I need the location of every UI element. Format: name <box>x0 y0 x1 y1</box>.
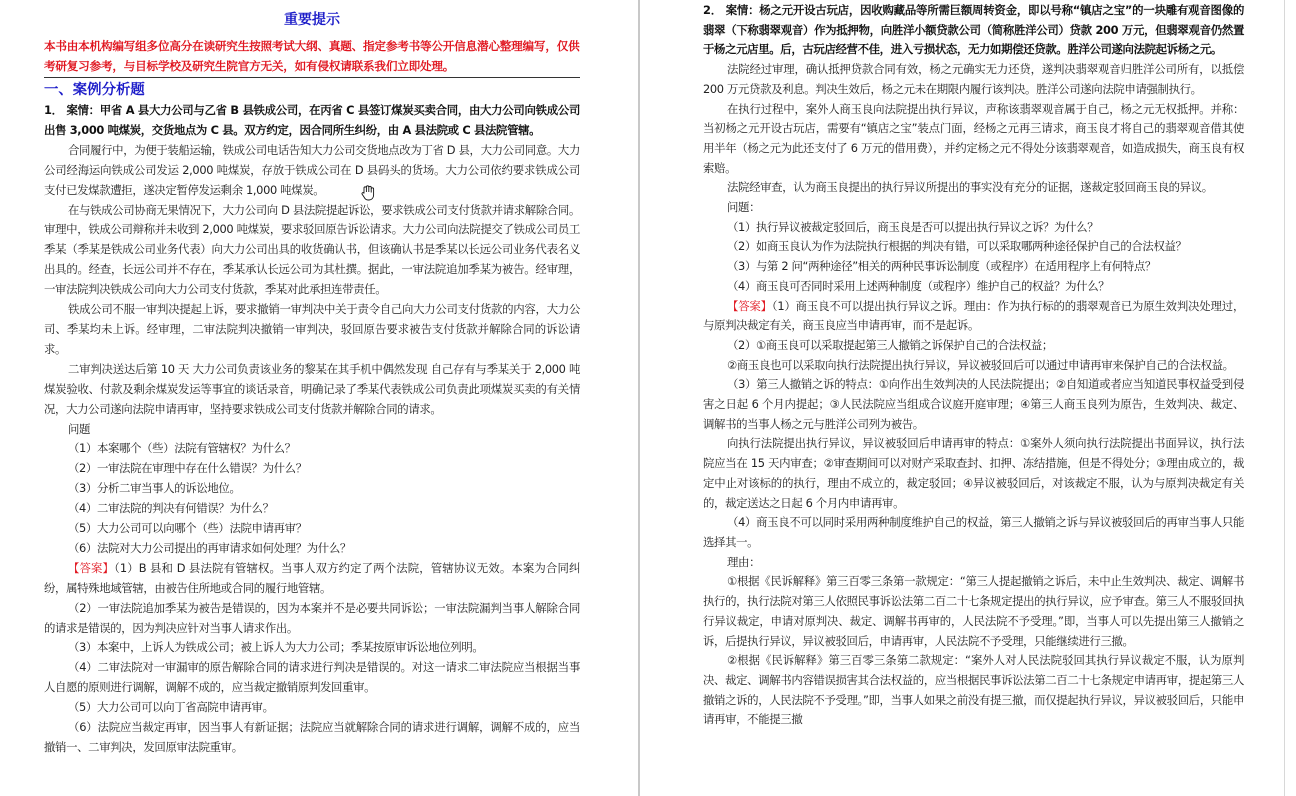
answer-item: （2）一审法院追加季某为被告是错误的，因为本案并不是必要共同诉讼；一审法院漏判当事人解除合同的请求是错误的，因为判决应针对当事人请求作出。 <box>44 600 580 635</box>
question-item: （4）商玉良可否同时采用上述两种制度（或程序）维护自己的权益？为什么？ <box>727 278 1110 293</box>
question-item: （5）大力公司可以向哪个（些）法院申请再审？ <box>68 521 307 536</box>
answer-item: （5）大力公司可以向丁省高院申请再审。 <box>68 700 274 715</box>
question-item: （3）分析二审当事人的诉讼地位。 <box>68 481 241 496</box>
answer-text: （1）B 县和 D 县法院有管辖权。当事人双方约定了两个法院，管辖协议无效。本案为合同纠纷，属特殊地域管辖，由被告住所地或合同的履行地管辖。 <box>44 560 580 595</box>
case-2-heading: 2． 案情：杨之元开设古玩店，因收购藏品等所需巨额周转资金，即以号称“镇店之宝”的一块雕有观音图像的翡翠（下称翡翠观音）作为抵押物，向胜洋小额贷款公司（简称胜洋公司）贷款 200 万元，但翡翠观音仍然置于杨之元店里。后，古玩店经营不佳，进入亏损状态，无力如期偿还贷款。胜洋公司遂向法院起诉杨之元。 <box>703 3 1244 57</box>
case-paragraph: 在执行过程中，案外人商玉良向法院提出执行异议，声称该翡翠观音属于自己，杨之元无权抵押。并称：当初杨之元开设古玩店，需要有“镇店之宝”装点门面，经杨之元再三请求，商玉良才将自己的翡翠观音借其使用半年（杨之元为此还支付了 6 万元的借用费），并约定杨之元不得处分该翡翠观音，如造成损失，商玉良有权索赔。 <box>703 101 1244 175</box>
answer-item: （4）商玉良不可以同时采用两种制度维护自己的权益，第三人撤销之诉与异议被驳回后的再审当事人只能选择其一。 <box>703 515 1244 549</box>
answer-item: ①根据《民诉解释》第三百零三条第一款规定：“第三人提起撤销之诉后，未中止生效判决、裁定、调解书执行的，执行法院对第三人依照民事诉讼法第二百二十七条规定提出的执行异议，应予审查。第三人不服驳回执行异议裁定，申请对原判决、裁定、调解书再审的，人民法院不予受理。”即，当事人可以先提出第三人撤销之诉，后提执行异议，异议被驳回后，申请再审，人民法院不予受理，只能继续进行三撤。 <box>703 574 1244 648</box>
answer-item: （6）法院应当裁定再审，因当事人有新证据；法院应当就解除合同的请求进行调解，调解不成的，应当撤销一、二审判决，发回原审法院重审。 <box>44 720 580 754</box>
question-item: （4）二审法院的判决有何错误？为什么？ <box>68 501 274 516</box>
case-paragraph: 合同履行中，为便于装船运输，铁成公司电话告知大力公司交货地点改为丁省 D 县，大力公司同意。大力公司经海运向铁成公司发运 2,000 吨煤炭，存放于铁成公司在 D 县码头的货场。大力公司依约要求铁成公司支付已发煤款遭拒，遂决定暂停发运剩余 1,000 吨煤炭。 <box>44 142 580 197</box>
case-paragraph: 法院经过审理，确认抵押贷款合同有效，杨之元确实无力还贷，遂判决翡翠观音归胜洋公司所有，以抵偿 200 万元贷款及利息。判决生效后，杨之元未在期限内履行该判决。胜洋公司遂向法院申请强制执行。 <box>703 62 1244 96</box>
questions-label: 问题： <box>727 200 761 215</box>
answer-tag: 【答案】 <box>68 560 115 575</box>
question-item: （3）与第 2 问“两种途径”相关的两种民事诉讼制度（或程序）在适用程序上有何特点？ <box>727 259 1156 274</box>
page-edge <box>1284 0 1285 796</box>
right-page-content <box>703 0 1244 730</box>
answer-first <box>44 559 580 599</box>
answer-item: 向执行法院提出执行异议，异议被驳回后申请再审的特点：①案外人须向执行法院提出书面异议，执行法院应当在 15 天内审查；②审查期间可以对财产采取查封、扣押、冻结措施，但是不得处分；③理由成立的，裁定中止对该标的的执行，理由不成立的，裁定驳回；④异议被驳回后，对该裁定不服，认为与原判决裁定有关的，裁定送达之日起 6 个月内申请再审。 <box>703 436 1244 510</box>
case-paragraph: 铁成公司不服一审判决提起上诉，要求撤销一审判决中关于责令自己向大力公司支付货款的内容，大力公司、季某均未上诉。经审理，二审法院判决撤销一审判决，驳回原告要求被告支付货款并解除合同的诉讼请求。 <box>44 302 580 356</box>
answer-item: 理由： <box>727 554 761 569</box>
questions-label: 问题 <box>68 421 91 436</box>
answer-tag: 【答案】 <box>727 298 772 313</box>
section-title: 一、案例分析题 <box>44 82 145 98</box>
answer-item: ②根据《民诉解释》第三百零三条第二款规定：“案外人对人民法院驳回其执行异议裁定不服，认为原判决、裁定、调解书内容错误损害其合法权益的，应当根据民事诉讼法第二百二十七条规定申请再审，提起第三人撤销之诉的，人民法院不予受理。”即，当事人如果之前没有提三撤，而仅提起执行异议，异议被驳回后，只能申请再审，不能提三撤 <box>703 653 1244 727</box>
answer-item: （3）本案中，上诉人为铁成公司；被上诉人为大力公司；季某按原审诉讼地位列明。 <box>68 640 484 655</box>
left-page-content <box>44 0 580 758</box>
page-title: 重要提示 <box>284 12 340 28</box>
case-paragraph: 法院经审查，认为商玉良提出的执行异议所提出的事实没有充分的证据，遂裁定驳回商玉良的异议。 <box>727 180 1213 195</box>
copyright-notice: 本书由本机构编写组多位高分在读研究生按照考试大纲、真题、指定参考书等公开信息潜心整理编写，仅供考研复习参考，与目标学校及研究生院官方无关，如有侵权请联系我们立即处理。 <box>44 39 580 73</box>
question-item: （2）一审法院在审理中存在什么错误？为什么？ <box>68 461 307 476</box>
question-item: （1）执行异议被裁定驳回后，商玉良是否可以提出执行异议之诉？为什么？ <box>727 219 1099 234</box>
case-paragraph: 二审判决送达后第 10 天 大力公司负责该业务的黎某在其手机中偶然发现 自己存有与季某关于 2,000 吨煤炭验收、付款及剩余煤炭发运等事宜的谈话录音，明确记录了季某代表铁成公司负责此项煤炭买卖的有关情况，大力公司遂向法院申请再审，坚持要求铁成公司支付货款并解除合同的请求。 <box>44 361 580 416</box>
hand-grab-icon <box>361 184 375 202</box>
answer-first <box>703 297 1244 336</box>
answer-item: （4）二审法院对一审漏审的原告解除合同的请求进行判决是错误的。对这一请求二审法院应当根据当事人自愿的原则进行调解，调解不成的，应当裁定撤销原判发回重审。 <box>44 660 580 695</box>
question-item: （2）如商玉良认为作为法院执行根据的判决有错，可以采取哪两种途径保护自己的合法权益？ <box>727 239 1187 254</box>
case-paragraph: 在与铁成公司协商无果情况下，大力公司向 D 县法院提起诉讼，要求铁成公司支付货款并请求解除合同。审理中，铁成公司辩称并未收到 2,000 吨煤炭，要求驳回原告诉讼请求。大力公司向法院提交了铁成公司员工季某（季某是铁成公司业务代表）向大力公司出具的收货确认书，但该确认书是季某以长远公司业务代表名义出具的。经查，长远公司并不存在，季某承认长远公司为其杜撰。据此，一审法院追加季某为被告。经审理，一审法院判决铁成公司向大力公司支付货款，季某对此承担连带责任。 <box>44 202 580 297</box>
horizontal-rule <box>44 77 580 78</box>
answer-item: （2）①商玉良可以采取提起第三人撤销之诉保护自己的合法权益； <box>727 337 1053 352</box>
right-document-page <box>640 0 1283 796</box>
answer-item: （3）第三人撤销之诉的特点：①向作出生效判决的人民法院提出；②自知道或者应当知道民事权益受到侵害之日起 6 个月内提起；③人民法院应当组成合议庭开庭审理；④第三人商玉良列为原告，生效判决、裁定、调解书的当事人杨之元与胜洋公司列为被告。 <box>703 377 1244 431</box>
question-item: （1）本案哪个（些）法院有管辖权？为什么？ <box>68 441 296 456</box>
answer-text: （1）商玉良不可以提出执行异议之诉。理由：作为执行标的的翡翠观音已为原生效判决处理过，与原判决裁定有关，商玉良应当申请再审，而不是起诉。 <box>703 298 1244 333</box>
answer-item: ②商玉良也可以采取向执行法院提出执行异议，异议被驳回后可以通过申请再审来保护自己的合法权益。 <box>727 357 1234 372</box>
left-document-page <box>0 0 638 796</box>
case-1-heading: 1． 案情：甲省 A 县大力公司与乙省 B 县铁成公司，在丙省 C 县签订煤炭买卖合同，由大力公司向铁成公司出售 3,000 吨煤炭，交货地点为 C 县。双方约定，因合同所生纠纷，由 A 县法院或 C 县法院管辖。 <box>44 103 580 137</box>
question-item: （6）法院对大力公司提出的再审请求如何处理？为什么？ <box>68 540 351 555</box>
